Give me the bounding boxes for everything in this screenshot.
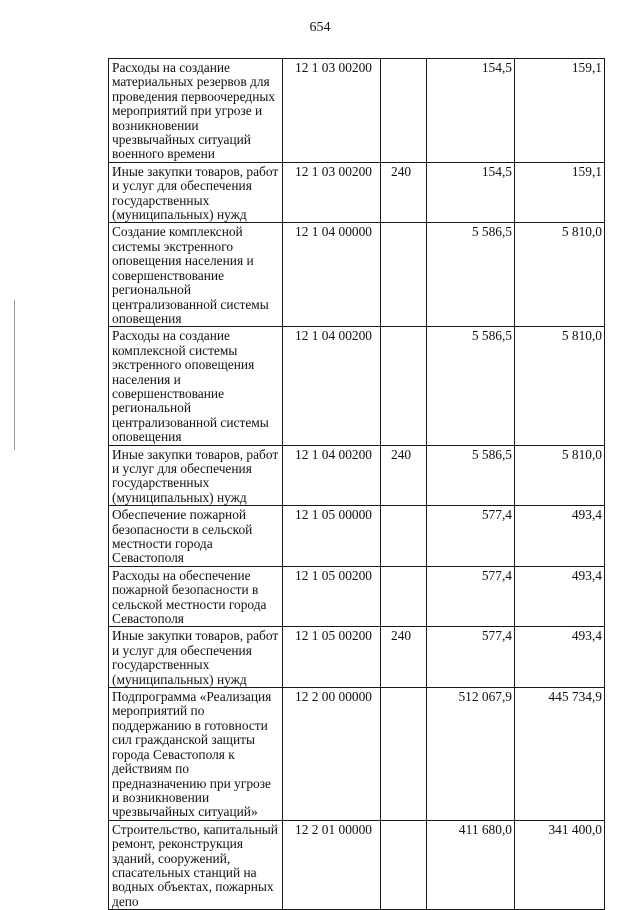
row-amount-2-cell: 5 810,0 xyxy=(515,223,605,327)
row-expense-type-cell: 240 xyxy=(381,445,427,506)
table-row xyxy=(109,223,605,327)
row-code-cell: 12 1 03 00200 xyxy=(283,162,381,223)
row-code-cell: 12 1 05 00000 xyxy=(283,506,381,567)
row-amount-1-cell: 154,5 xyxy=(427,59,515,163)
table-row xyxy=(109,820,605,909)
row-name-cell: Подпрограмма «Реализация мероприятий по поддержанию в готовности сил гражданской защиты города Севастополя к действиям по предназначению при угрозе и возникновении чрезвычайных ситуаций» xyxy=(109,688,283,821)
page-number: 654 xyxy=(309,20,331,35)
row-amount-1-cell: 577,4 xyxy=(427,506,515,567)
row-name-cell: Расходы на обеспечение пожарной безопасности в сельской местности города Севастополя xyxy=(109,566,283,627)
row-amount-2-cell: 159,1 xyxy=(515,162,605,223)
table-row xyxy=(109,506,605,567)
row-expense-type-cell xyxy=(381,506,427,567)
budget-table xyxy=(108,58,605,910)
row-amount-1-cell: 5 586,5 xyxy=(427,445,515,506)
row-code-cell: 12 1 03 00200 xyxy=(283,59,381,163)
row-name-cell: Иные закупки товаров, работ и услуг для обеспечения государственных (муниципальных) нужд xyxy=(109,627,283,688)
row-amount-2-cell: 445 734,9 xyxy=(515,688,605,821)
row-expense-type-cell xyxy=(381,59,427,163)
row-amount-1-cell: 411 680,0 xyxy=(427,820,515,909)
row-code-cell: 12 1 04 00200 xyxy=(283,445,381,506)
row-expense-type-cell xyxy=(381,688,427,821)
row-expense-type-cell xyxy=(381,223,427,327)
row-expense-type-cell xyxy=(381,820,427,909)
row-name-cell: Строительство, капитальный ремонт, реконструкция зданий, сооружений, спасательных станций на водных объектах, пожарных депо xyxy=(109,820,283,909)
row-amount-2-cell: 493,4 xyxy=(515,506,605,567)
row-amount-2-cell: 493,4 xyxy=(515,627,605,688)
row-amount-2-cell: 341 400,0 xyxy=(515,820,605,909)
table-row xyxy=(109,162,605,223)
row-name-cell: Расходы на создание материальных резервов для проведения первоочередных мероприятий при угрозе и возникновении чрезвычайных ситуаций военного времени xyxy=(109,59,283,163)
row-amount-2-cell: 493,4 xyxy=(515,566,605,627)
row-name-cell: Создание комплексной системы экстренного оповещения населения и совершенствование региональной централизованной системы оповещения xyxy=(109,223,283,327)
table-row xyxy=(109,627,605,688)
row-amount-1-cell: 5 586,5 xyxy=(427,223,515,327)
table-row xyxy=(109,327,605,445)
row-amount-1-cell: 577,4 xyxy=(427,627,515,688)
row-amount-2-cell: 5 810,0 xyxy=(515,327,605,445)
row-name-cell: Иные закупки товаров, работ и услуг для обеспечения государственных (муниципальных) нужд xyxy=(109,162,283,223)
row-expense-type-cell: 240 xyxy=(381,162,427,223)
row-name-cell: Расходы на создание комплексной системы экстренного оповещения населения и совершенствование региональной централизованной системы оповещения xyxy=(109,327,283,445)
row-amount-1-cell: 577,4 xyxy=(427,566,515,627)
row-amount-2-cell: 159,1 xyxy=(515,59,605,163)
table-row xyxy=(109,59,605,163)
row-name-cell: Обеспечение пожарной безопасности в сельской местности города Севастополя xyxy=(109,506,283,567)
table-row xyxy=(109,566,605,627)
table-row xyxy=(109,445,605,506)
row-amount-1-cell: 5 586,5 xyxy=(427,327,515,445)
row-code-cell: 12 1 04 00000 xyxy=(283,223,381,327)
row-code-cell: 12 1 05 00200 xyxy=(283,566,381,627)
row-expense-type-cell xyxy=(381,566,427,627)
row-code-cell: 12 1 05 00200 xyxy=(283,627,381,688)
row-amount-1-cell: 154,5 xyxy=(427,162,515,223)
row-expense-type-cell xyxy=(381,327,427,445)
row-name-cell: Иные закупки товаров, работ и услуг для обеспечения государственных (муниципальных) нужд xyxy=(109,445,283,506)
row-expense-type-cell: 240 xyxy=(381,627,427,688)
row-code-cell: 12 1 04 00200 xyxy=(283,327,381,445)
row-code-cell: 12 2 01 00000 xyxy=(283,820,381,909)
row-amount-2-cell: 5 810,0 xyxy=(515,445,605,506)
table-row xyxy=(109,688,605,821)
scan-edge-mark xyxy=(14,300,15,450)
row-amount-1-cell: 512 067,9 xyxy=(427,688,515,821)
row-code-cell: 12 2 00 00000 xyxy=(283,688,381,821)
